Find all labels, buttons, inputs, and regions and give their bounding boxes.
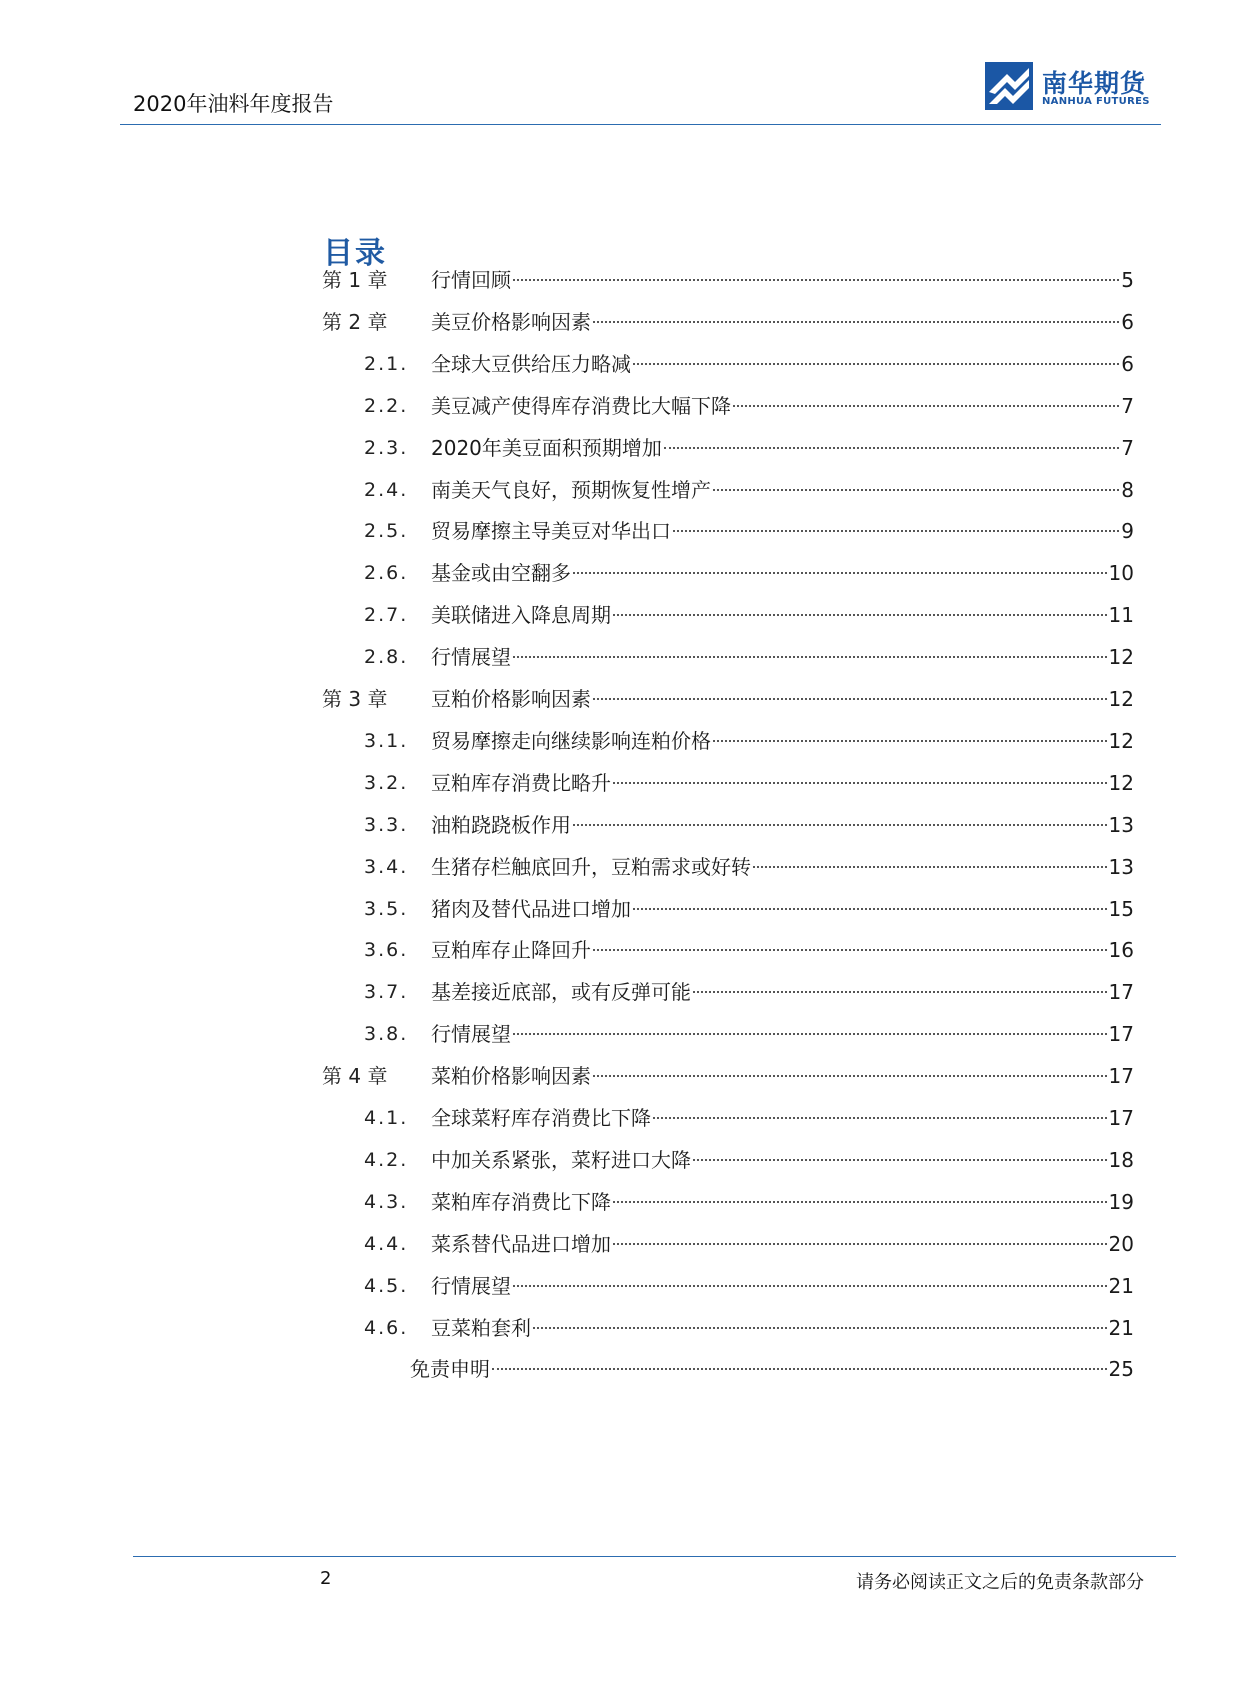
toc-entry-body (431, 300, 1134, 344)
toc-entry[interactable] (0, 803, 1239, 847)
toc-entry-number: 2.6. (364, 562, 409, 585)
disclaimer-note: 请务必阅读正文之后的免责条款部分 (856, 1572, 1144, 1593)
toc-entry[interactable] (0, 300, 1239, 344)
toc-entry-title[interactable]: 中加关系紧张，菜籽进口大降 (431, 1147, 691, 1172)
toc-entry-body (431, 384, 1134, 428)
toc-entry-title[interactable]: 生猪存栏触底回升，豆粕需求或好转 (431, 854, 751, 879)
toc-entry-number: 3.8. (364, 1023, 409, 1046)
toc-entry-number: 2.1. (364, 352, 409, 375)
toc-entry-body (431, 1054, 1134, 1098)
toc-entry[interactable] (0, 1012, 1239, 1056)
toc-entry-page: 13 (1108, 854, 1134, 879)
toc-entry-title[interactable]: 基差接近底部，或有反弹可能 (431, 980, 691, 1005)
toc-entry-title[interactable]: 全球大豆供给压力略减 (431, 351, 631, 376)
toc-entry-title[interactable]: 美豆减产使得库存消费比大幅下降 (431, 393, 731, 418)
toc-entry-page: 6 (1121, 309, 1134, 334)
toc-dot-leader (573, 571, 1107, 574)
toc-entry-body (431, 1180, 1134, 1224)
toc-entry-page: 17 (1108, 1106, 1134, 1130)
toc-entry-number: 2.2. (364, 394, 409, 417)
toc-dot-leader (693, 1158, 1107, 1161)
toc-entry-page: 7 (1121, 435, 1134, 460)
toc-entry[interactable] (0, 970, 1239, 1014)
toc-entry-number: 2.8. (364, 646, 409, 669)
toc-entry-title[interactable]: 菜粕库存消费比下降 (431, 1189, 611, 1214)
toc-entry[interactable] (0, 509, 1239, 553)
toc-entry-number: 3.2. (364, 771, 409, 794)
report-title: 2020年油料年度报告 (133, 92, 334, 116)
toc-entry-page: 16 (1108, 938, 1134, 963)
toc-entry-body (410, 1347, 1134, 1391)
toc-entry-body (431, 1264, 1134, 1308)
toc-entry-number: 2.7. (364, 604, 409, 627)
toc-entry-title[interactable]: 行情展望 (431, 1022, 511, 1047)
toc-entry-body (431, 970, 1134, 1014)
toc-entry-number: 3.7. (364, 981, 409, 1004)
nanhua-logo (985, 62, 1150, 114)
toc-entry-title[interactable]: 豆粕库存消费比略升 (431, 770, 611, 795)
toc-entry-body (431, 342, 1134, 386)
toc-entry-page: 25 (1108, 1357, 1134, 1382)
toc-dot-leader (713, 488, 1119, 491)
toc-entry-body (431, 845, 1134, 889)
toc-entry-page: 12 (1108, 770, 1134, 795)
toc-entry-body (431, 509, 1134, 553)
toc-entry-title[interactable]: 猪肉及替代品进口增加 (431, 896, 631, 921)
toc-dot-leader (593, 697, 1107, 700)
toc-entry-page: 15 (1108, 896, 1134, 921)
toc-entry[interactable] (0, 1347, 1239, 1391)
toc-dot-leader (613, 781, 1107, 784)
toc-entry-number: 3.4. (364, 855, 409, 878)
toc-entry[interactable] (0, 384, 1239, 428)
toc-entry[interactable] (0, 1096, 1239, 1140)
toc-entry-body (431, 677, 1134, 721)
toc-entry-body (431, 1222, 1134, 1266)
toc-entry-title[interactable]: 2020年美豆面积预期增加 (431, 435, 662, 460)
toc-entry[interactable] (0, 761, 1239, 805)
toc-entry-title[interactable]: 豆粕库存止降回升 (431, 938, 591, 963)
toc-dot-leader (633, 362, 1119, 365)
toc-entry-body (431, 1096, 1134, 1140)
toc-dot-leader (653, 1116, 1107, 1119)
toc-entry[interactable] (0, 468, 1239, 512)
toc-entry-title[interactable]: 免责申明 (410, 1357, 490, 1382)
toc-dot-leader (492, 1367, 1107, 1370)
toc-entry[interactable] (0, 677, 1239, 721)
toc-entry-body (431, 468, 1134, 512)
toc-entry-title[interactable]: 行情展望 (431, 1273, 511, 1298)
toc-entry-body (431, 719, 1134, 763)
toc-entry-page: 21 (1108, 1273, 1134, 1298)
toc-entry[interactable] (0, 719, 1239, 763)
toc-entry-body (431, 803, 1134, 847)
toc-entry-body (431, 258, 1134, 302)
toc-entry-page: 12 (1108, 645, 1134, 670)
toc-entry-title[interactable]: 豆菜粕套利 (431, 1315, 531, 1340)
toc-dot-leader (664, 446, 1119, 449)
toc-entry[interactable] (0, 426, 1239, 470)
toc-entry-page: 9 (1121, 519, 1134, 544)
toc-entry-body (431, 1138, 1134, 1182)
toc-entry[interactable] (0, 1306, 1239, 1350)
toc-entry-number: 3.3. (364, 813, 409, 836)
toc-entry-page: 12 (1108, 728, 1134, 753)
toc-dot-leader (613, 613, 1107, 616)
toc-entry-body (431, 887, 1134, 931)
toc-entry-page: 17 (1108, 1022, 1134, 1047)
toc-entry[interactable] (0, 593, 1239, 637)
toc-entry[interactable] (0, 551, 1239, 595)
toc-entry-page: 6 (1121, 351, 1134, 376)
toc-entry-title[interactable]: 菜系替代品进口增加 (431, 1231, 611, 1256)
toc-entry[interactable] (0, 1180, 1239, 1224)
toc-entry-page: 5 (1121, 268, 1134, 292)
toc-dot-leader (593, 320, 1119, 323)
page-number: 2 (320, 1568, 332, 1589)
toc-entry-number: 4.1. (364, 1107, 409, 1129)
toc-entry-title[interactable]: 菜粕价格影响因素 (431, 1064, 591, 1089)
nanhua-logo-icon (985, 62, 1033, 110)
toc-entry-page: 7 (1121, 393, 1134, 418)
toc-entry-number: 3.5. (364, 897, 409, 920)
toc-entry-page: 13 (1108, 812, 1134, 837)
footer-divider (133, 1556, 1176, 1557)
toc-entry-page: 19 (1108, 1189, 1134, 1214)
toc-entry-title[interactable]: 行情回顾 (431, 268, 511, 292)
toc-entry-page: 21 (1108, 1315, 1134, 1340)
toc-entry-page: 17 (1108, 1064, 1134, 1089)
toc-entry-title[interactable]: 豆粕价格影响因素 (431, 687, 591, 711)
toc-entry-page: 8 (1121, 477, 1134, 502)
toc-entry-number: 4.6. (364, 1316, 409, 1339)
toc-entry[interactable] (0, 845, 1239, 889)
toc-dot-leader (513, 655, 1107, 658)
toc-dot-leader (613, 1200, 1107, 1203)
toc-entry[interactable] (0, 635, 1239, 679)
toc-dot-leader (693, 990, 1107, 993)
header-divider (120, 124, 1161, 125)
toc-entry-number: 4.3. (364, 1190, 409, 1213)
toc-dot-leader (633, 907, 1107, 910)
toc-dot-leader (733, 404, 1119, 407)
toc-entry-page: 10 (1108, 561, 1134, 586)
toc-entry[interactable] (0, 928, 1239, 972)
toc-entry-number: 3.1. (364, 729, 409, 752)
toc-entry-title[interactable]: 油粕跷跷板作用 (431, 812, 571, 837)
toc-entry-page: 18 (1108, 1147, 1134, 1172)
toc-entry-body (431, 593, 1134, 637)
toc-entry-title[interactable]: 美豆价格影响因素 (431, 309, 591, 334)
toc-dot-leader (593, 1074, 1107, 1077)
toc-entry-number: 2.5. (364, 520, 409, 543)
toc-entry-page: 12 (1108, 687, 1134, 711)
toc-heading: 目录 (323, 236, 387, 271)
toc-entry-number: 4.5. (364, 1274, 409, 1297)
toc-entry-number: 第 3 章 (322, 687, 388, 711)
toc-entry-number: 4.2. (364, 1148, 409, 1171)
toc-entry-number: 第 4 章 (322, 1064, 388, 1089)
toc-entry-body (431, 1306, 1134, 1350)
toc-entry-title[interactable]: 贸易摩擦主导美豆对华出口 (431, 519, 671, 544)
toc-dot-leader (513, 1284, 1107, 1287)
toc-entry[interactable] (0, 1054, 1239, 1098)
toc-dot-leader (713, 739, 1107, 742)
toc-entry-page: 20 (1108, 1231, 1134, 1256)
toc-entry[interactable] (0, 342, 1239, 386)
toc-entry[interactable] (0, 1264, 1239, 1308)
toc-entry-page: 11 (1108, 603, 1134, 628)
toc-entry-title[interactable]: 行情展望 (431, 645, 511, 670)
toc-entry-title[interactable]: 南美天气良好，预期恢复性增产 (431, 477, 711, 502)
toc-entry-title[interactable]: 全球菜籽库存消费比下降 (431, 1106, 651, 1130)
toc-entry-body (431, 1012, 1134, 1056)
toc-entry-body (431, 928, 1134, 972)
toc-entry[interactable] (0, 887, 1239, 931)
logo-chinese-name: 南华期货 (1042, 69, 1147, 98)
toc-entry[interactable] (0, 1138, 1239, 1182)
toc-entry-title[interactable]: 美联储进入降息周期 (431, 603, 611, 628)
toc-dot-leader (593, 948, 1107, 951)
logo-english-name: NANHUA FUTURES (1042, 96, 1150, 107)
toc-entry-body (431, 761, 1134, 805)
toc-dot-leader (753, 865, 1107, 868)
toc-entry-number: 3.6. (364, 939, 409, 962)
toc-dot-leader (533, 1326, 1107, 1329)
toc-entry[interactable] (0, 1222, 1239, 1266)
toc-entry-body (431, 551, 1134, 595)
toc-entry-number: 第 2 章 (322, 309, 388, 334)
toc-entry-number: 2.3. (364, 436, 409, 459)
toc-entry-body (431, 426, 1134, 470)
toc-dot-leader (513, 1032, 1107, 1035)
toc-entry-page: 17 (1108, 980, 1134, 1005)
toc-entry-number: 4.4. (364, 1232, 409, 1255)
toc-entry-number: 第 1 章 (322, 268, 388, 292)
toc-dot-leader (573, 823, 1107, 826)
toc-entry-title[interactable]: 基金或由空翻多 (431, 561, 571, 586)
toc-entry-number: 2.4. (364, 478, 409, 501)
toc-dot-leader (513, 278, 1119, 281)
toc-dot-leader (613, 1242, 1107, 1245)
toc-entry-body (431, 635, 1134, 679)
toc-entry-title[interactable]: 贸易摩擦走向继续影响连粕价格 (431, 728, 711, 753)
toc-entry[interactable] (0, 258, 1239, 302)
toc-dot-leader (673, 529, 1119, 532)
